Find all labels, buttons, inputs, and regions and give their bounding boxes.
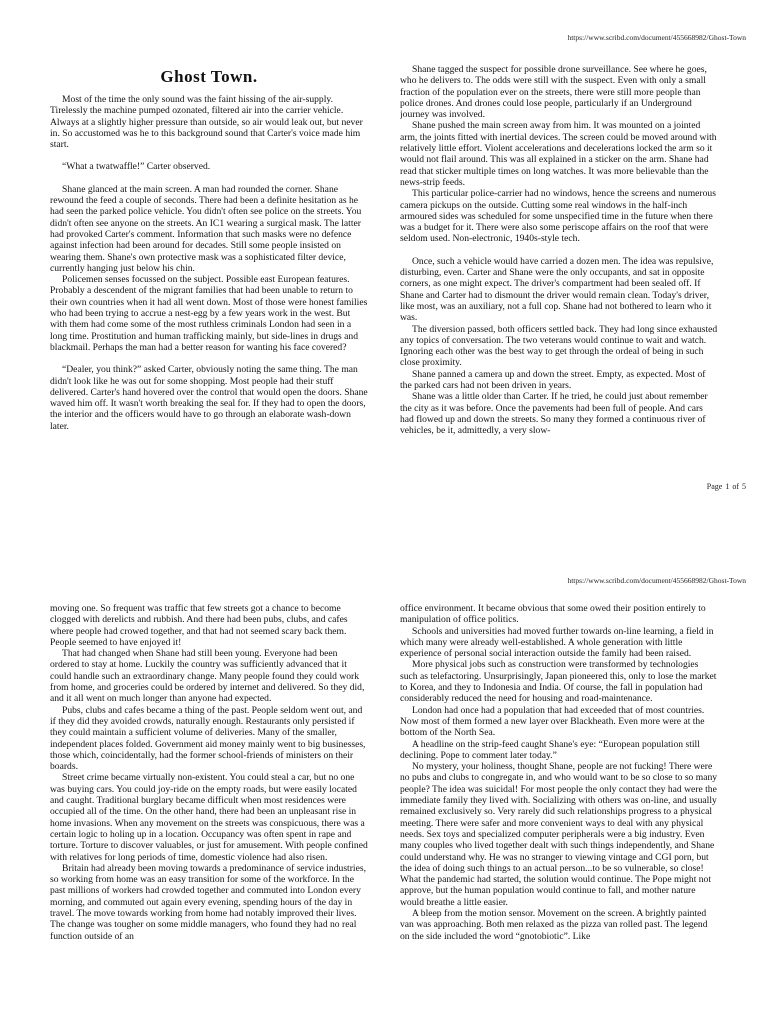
paragraph: This particular police-carrier had no windows, hence the screens and numerous camera pickups on the outside. Cutting some real windows in the half-inch armoured sides was scheduled for some unspecified time in the future when there was a budget for it. There were also some periscope affairs on the roof that were seldom used. Non-electronic, 1940s-style tech. [400, 188, 716, 245]
paragraph: Policemen senses focussed on the subject. Possible east European features. Probably a descendent of the migrant families that had been unable to return to their own countries when it had all went down. Most of those were honest families who had been trying to accrue a nest-egg by a few years work in the west. But with them had come some of the most ruthless criminals London had seen in a long time. Prostitution and human trafficking mainly, but side-lines in drugs and blackmail. Perhaps the man had a better reason for wanting his face covered? [50, 274, 368, 353]
paragraph: A headline on the strip-feed caught Shane's eye: “European population still declining. Pope to comment later today.” [400, 738, 700, 761]
paragraph: moving one. So frequent was traffic that few streets got a chance to become clogged with derelicts and rubbish. And there had been pubs, clubs, and cafes where people had crowed together, and that had not seemed scary back them. People seemed to have enjoyed it! [50, 603, 348, 648]
paragraph: Shane panned a camera up and down the street. Empty, as expected. Most of the parked cars had not been driven in years. [400, 368, 706, 392]
paragraph: Shane pushed the main screen away from him. It was mounted on a jointed arm, the joints fitted with inertial devices. The screen could be moved around with relatively little effort. Violent accelerations and decelerations locked the arm so it would not flail around. This was all explained in a sticker on the arm. Shane had read that sticker multiple times on long watches. It was more believable than the news-strip feeds. [400, 120, 717, 188]
paragraph: Shane was a little older than Carter. If he tried, he could just about remember the city as it was before. Once the pavements had been full of people. And cars had flowed up and down the streets. So many they formed a continuous river of vehicles, be it, admittedly, a very slow- [400, 391, 708, 437]
right-column [400, 603, 718, 1024]
right-column [400, 64, 718, 500]
page-number-of: of [732, 482, 739, 491]
paragraph: Shane tagged the suspect for possible drone surveillance. See where he goes, who he delivers to. The odds were still with the suspect. Even with only a small fraction of the population ever on the streets, there were still more people than police drones. And drones could lose people, particularly if an Underground journey was involved. [400, 64, 707, 121]
left-column [50, 64, 368, 476]
paragraph: Shane glanced at the main screen. A man had rounded the corner. Shane rewound the feed a couple of seconds. There had been a definite hesitation as he had seen the parked police vehicle. You didn't often see police on the streets. You didn't often see anyone on the streets. An IC1 wearing a surgical mask. The latter had provoked Carter's comment. Information that such masks were no defence against infection had been around for decades. Still some people insisted on wearing them. Shane's own protective mask was a sophisticated filter device, currently hanging just below his chin. [50, 183, 362, 274]
paragraph: Schools and universities had moved further towards on-line learning, a field in which many were already well-established. A whole generation with little experience of personal social interaction outside the family had been raised. [400, 625, 714, 660]
document-page-2 [0, 505, 768, 1024]
paragraph: Most of the time the only sound was the faint hissing of the air-supply. Tirelessly the machine pumped ozonated, filtered air into the carrier vehicle. Always at a slightly higher pressure than outside, so air would leak out, but never in. So accustomed was he to this background sound that Carter's voice made him start. [50, 94, 363, 151]
document-page-1 [0, 0, 768, 505]
paragraph: Britain had already been moving towards a predominance of service industries, so working from home was an easy transition for some of the workforce. In the past millions of workers had crowded together and commuted into London every morning, and commuted out again every evening, spending hours of the day in travel. The move towards working from home had notably improved their lives. The change was tougher on some middle managers, who found they had no real function outside of an [50, 862, 366, 942]
paragraph: Once, such a vehicle would have carried a dozen men. The idea was repulsive, disturbing, even. Carter and Shane were the only occupants, and sat in opposite corners, as one might expect. The driver's compartment had been sealed off. If Shane and Carter had to dismount the driver would remain clean. Today's driver, like most, was an auxiliary, not a full cop. Shane had not bothered to learn who it was. [400, 255, 714, 324]
paragraph: No mystery, your holiness, thought Shane, people are not fucking! There were no pubs and clubs to congregate in, and who would want to be so close to so many people? The idea was suicidal! For most people the only contact they had were the immediate family they lived with. Socializing with others was on-line, and usually remained exclusively so. Very rarely did such relationships progress to a physical meeting. There were safer and more convenient ways to deal with any physical needs. Sex toys and specialized computer peripherals were a big industry. Even many couples who lived together dealt with such things independently, and Shane could understand why. He was no stranger to viewing vintage and CGI porn, but the idea of doing such things to an actual person...to be so vulnerable, so close! What the pandemic had started, the solution would continue. The Pope might not approve, but the human population would continue to fall, and mother nature would breathe a little easier. [400, 761, 718, 908]
page-number [704, 482, 746, 491]
url-header: https://www.scribd.com/document/455668982/Ghost-Town [567, 33, 746, 42]
page-number-current: 1 [725, 482, 730, 491]
paragraph: Street crime became virtually non-existent. You could steal a car, but no one was buying cars. You could joy-ride on the empty roads, but were easily located and caught. Traditional burglary became difficult when most residences were occupied all of the time. On the other hand, there had been an unpleasant rise in home invasions. When any movement on the streets was conspicuous, there was a certain logic to holing up in a location. Occupancy was often spent in rape and torture. Torture to discover valuables, or just for amusement. With people confined with relatives for long periods of time, domestic violence had also risen. [50, 772, 368, 863]
left-column [50, 603, 368, 1024]
paragraph: More physical jobs such as construction were transformed by technologies such as telefactoring. Unsurprisingly, Japan pioneered this, only to lose the market to Korea, and they to Indonesia and India. Of course, the fall in population had considerably reduced the need for housing and road-maintenance. [400, 659, 717, 705]
paragraph: “What a twatwaffle!” Carter observed. [62, 161, 211, 173]
paragraph: A bleep from the motion sensor. Movement on the screen. A brightly painted van was approaching. Both men relaxed as the pizza van rolled past. The legend on the side included the word “gnotobiotic”. Like [400, 908, 708, 942]
page-number-label: Page [706, 482, 723, 491]
paragraph: That had changed when Shane had still been young. Everyone had been ordered to stay at home. Luckily the country was sufficiently advanced that it could handle such an extraordinary change. Many people found they could work from home, and groceries could be ordered by internet and delivered. So they did, and it all went on much longer than anyone had expected. [50, 648, 365, 705]
paragraph: “Dealer, you think?” asked Carter, obviously noting the same thing. The man didn't look like he was out for some shopping. Most people had their stuff delivered. Carter's hand hovered over the control that would open the doors. Shane waved him off. It wasn't worth breaking the seal for. If they had to open the doors, the interior and the officers would have to go through an elaborate wash-down later. [50, 364, 368, 432]
paragraph: office environment. It became obvious that some owed their position entirely to manipulation of office politics. [400, 603, 706, 626]
url-header: https://www.scribd.com/document/455668982/Ghost-Town [567, 576, 746, 585]
document-title: Ghost Town. [160, 67, 258, 86]
paragraph: The diversion passed, both officers settled back. They had long since exhausted any topics of conversation. The two veterans would continue to wait and watch. Ignoring each other was the best way to get through the ordeal of being in such close proximity. [400, 323, 718, 369]
paragraph: Pubs, clubs and cafes became a thing of the past. People seldom went out, and if they did they avoided crowds, naturally enough. Restaurants only persisted if they could maintain a sufficient volume of deliveries. Many of the smaller, independent places folded. Government aid money mainly went to big businesses, those which, coincidentally, had the former school-friends of ministers on their boards. [50, 704, 366, 773]
paragraph: London had once had a population that had exceeded that of most countries. Now most of them formed a new layer over Blackheath. Even more were at the bottom of the North Sea. [400, 704, 705, 739]
page-number-total: 5 [742, 482, 746, 491]
